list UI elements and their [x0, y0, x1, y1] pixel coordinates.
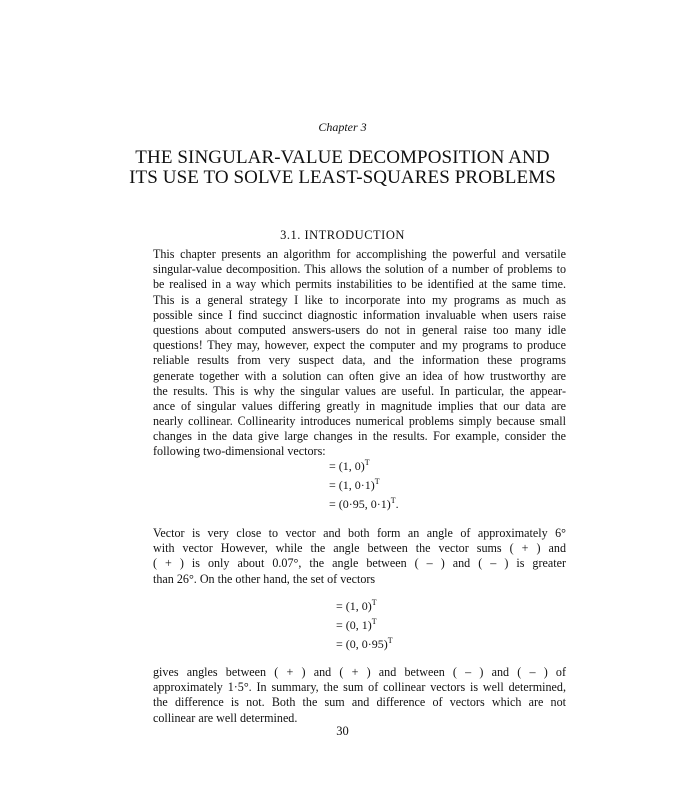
- final-paragraph: [153, 665, 566, 726]
- page-number: 30: [336, 724, 349, 738]
- equation-text: = (0, 1): [336, 618, 372, 632]
- transpose-mark: T: [374, 477, 380, 486]
- text-line: approximately 1·5°. In summary, the sum of collinear vectors is well determined,: [153, 680, 566, 695]
- text-line: the results. This is why the singular values are useful. In particular, the appear-: [153, 383, 566, 398]
- equation-text: = (0·95, 0·1): [329, 497, 391, 511]
- chapter-title: [0, 148, 685, 188]
- equation-w2: [336, 618, 377, 633]
- text-line: Vector is very close to vector and both form an angle of approximately 6°: [153, 526, 566, 540]
- equation-text: = (1, 0): [336, 599, 372, 613]
- equation-v1: [329, 459, 370, 474]
- text-line: This is a general strategy I like to incorporate into my programs as much as: [153, 292, 566, 307]
- equation-w3: [336, 637, 393, 652]
- text-line: questions! They may, however, expect the computer and my programs to produce: [153, 338, 566, 353]
- intro-paragraph: [153, 247, 566, 460]
- text-line: nearly collinear. Collinearity introduces numerical problems simply because small: [153, 414, 566, 429]
- section-heading: 3.1. INTRODUCTION: [280, 228, 405, 242]
- text-line: generate together with a solution can often give an idea of how trustworthy are: [153, 368, 566, 383]
- middle-paragraph: [153, 526, 566, 587]
- equation-v3: [329, 497, 399, 512]
- text-line: gives angles between ( + ) and ( + ) and between ( – ) and ( – ) of: [153, 665, 566, 679]
- equation-text: = (1, 0·1): [329, 478, 375, 492]
- transpose-mark: T: [371, 598, 377, 607]
- text-line: questions about computed answers-users do not in general raise too many idle: [153, 322, 566, 337]
- text-line: This chapter presents an algorithm for accomplishing the powerful and versatile: [153, 247, 566, 261]
- text-line: ( + ) is only about 0.07°, the angle between ( – ) and ( – ) is greater: [153, 556, 566, 571]
- chapter-title-line-2: ITS USE TO SOLVE LEAST-SQUARES PROBLEMS: [129, 167, 556, 188]
- text-line: the difference is not. Both the sum and difference of vectors which are not: [153, 695, 566, 710]
- equation-v2: [329, 478, 380, 493]
- text-line: with vector However, while the angle between the vector sums ( + ) and: [153, 541, 566, 556]
- text-line: following two-dimensional vectors:: [153, 444, 326, 459]
- text-line: ance of singular values differing greatly in magnitude implies that our data are: [153, 398, 566, 413]
- transpose-mark: T: [390, 496, 396, 505]
- text-line: changes in the data give large changes in the results. For example, consider the: [153, 429, 566, 444]
- transpose-mark: T: [364, 458, 370, 467]
- equation-text: = (1, 0): [329, 459, 365, 473]
- text-line: singular-value decomposition. This allows the solution of a number of problems to: [153, 262, 566, 277]
- chapter-title-line-1: THE SINGULAR-VALUE DECOMPOSITION AND: [135, 147, 550, 168]
- transpose-mark: T: [387, 636, 393, 645]
- text-line: possible since I find succinct diagnostic information invaluable when users raise: [153, 307, 566, 322]
- equation-w1: [336, 599, 377, 614]
- equation-text: = (0, 0·95): [336, 637, 388, 651]
- text-line: collinear are well determined.: [153, 710, 298, 725]
- equation-tail: .: [395, 497, 399, 511]
- text-line: be realised in a way which permits instabilities to be identified at the same time.: [153, 277, 566, 292]
- transpose-mark: T: [371, 617, 377, 626]
- text-line: reliable results from very suspect data, and the information these programs: [153, 353, 566, 368]
- chapter-label: Chapter 3: [318, 120, 367, 134]
- text-line: than 26°. On the other hand, the set of vectors: [153, 571, 376, 586]
